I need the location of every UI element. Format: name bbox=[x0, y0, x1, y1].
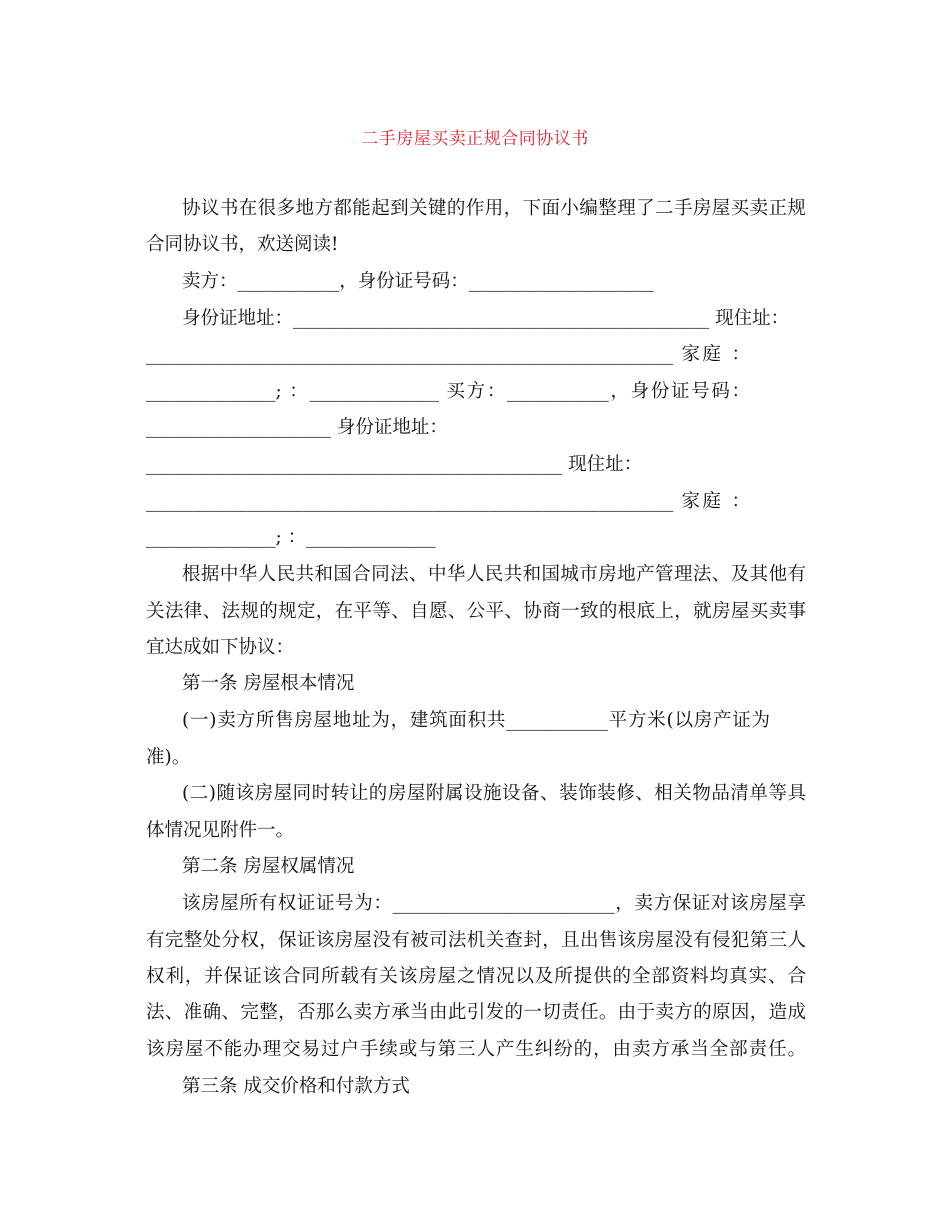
seller-residence-line: _________________________________________________________ 家庭 ： bbox=[146, 344, 750, 365]
article-heading: 第二条 房屋权属情况 bbox=[182, 856, 355, 877]
paragraph-line: 权利，并保证该合同所载有关该房屋之情况以及所提供的全部资料均真实、合 bbox=[146, 966, 806, 987]
buyer-address-line: _____________________________________________ 现住址： bbox=[146, 454, 643, 475]
paragraph-line: 宜达成如下协议： bbox=[146, 637, 295, 658]
seller-address-line: 身份证地址：_____________________________________________ 现住址： bbox=[182, 308, 790, 329]
buyer-name-line: ______________; ：______________ 买方：___________，身份证号码： bbox=[146, 381, 750, 402]
buyer-phone-line: ______________; ：______________ bbox=[146, 527, 436, 548]
paragraph-line: 关法律、法规的规定，在平等、自愿、公平、协商一致的根底上，就房屋买卖事 bbox=[146, 601, 806, 622]
seller-name-line: 卖方：___________，身份证号码：____________________ bbox=[182, 271, 654, 292]
paragraph-line: 体情况见附件一。 bbox=[146, 820, 295, 841]
paragraph-line: 该房屋不能办理交易过户手续或与第三人产生纠纷的，由卖方承当全部责任。 bbox=[146, 1039, 806, 1060]
paragraph-line: 协议书在很多地方都能起到关键的作用，下面小编整理了二手房屋买卖正规 bbox=[182, 198, 806, 219]
paragraph-line: 有完整处分权，保证该房屋没有被司法机关查封，且出售该房屋没有侵犯第三人 bbox=[146, 930, 806, 951]
paragraph-line: 准)。 bbox=[146, 747, 191, 768]
document-title: 二手房屋买卖正规合同协议书 bbox=[361, 129, 589, 149]
paragraph-line: 法、准确、完整，否那么卖方承当由此引发的一切责任。由于卖方的原因，造成 bbox=[146, 1002, 806, 1023]
paragraph-line: (二)随该房屋同时转让的房屋附属设施设备、装饰装修、相关物品清单等具 bbox=[182, 783, 806, 804]
article-heading: 第一条 房屋根本情况 bbox=[182, 673, 355, 694]
buyer-residence-line: _________________________________________________________ 家庭 ： bbox=[146, 491, 750, 512]
buyer-id-line: ____________________ 身份证地址： bbox=[146, 417, 448, 438]
paragraph-line: 该房屋所有权证证号为：________________________，卖方保证对该房屋享 bbox=[182, 893, 806, 914]
article-heading: 第三条 成交价格和付款方式 bbox=[182, 1076, 410, 1097]
paragraph-line: (一)卖方所售房屋地址为，建筑面积共___________平方米(以房产证为 bbox=[182, 710, 770, 731]
paragraph-line: 合同协议书，欢送阅读! bbox=[146, 234, 339, 255]
paragraph-line: 根据中华人民共和国合同法、中华人民共和国城市房地产管理法、及其他有 bbox=[182, 564, 806, 585]
